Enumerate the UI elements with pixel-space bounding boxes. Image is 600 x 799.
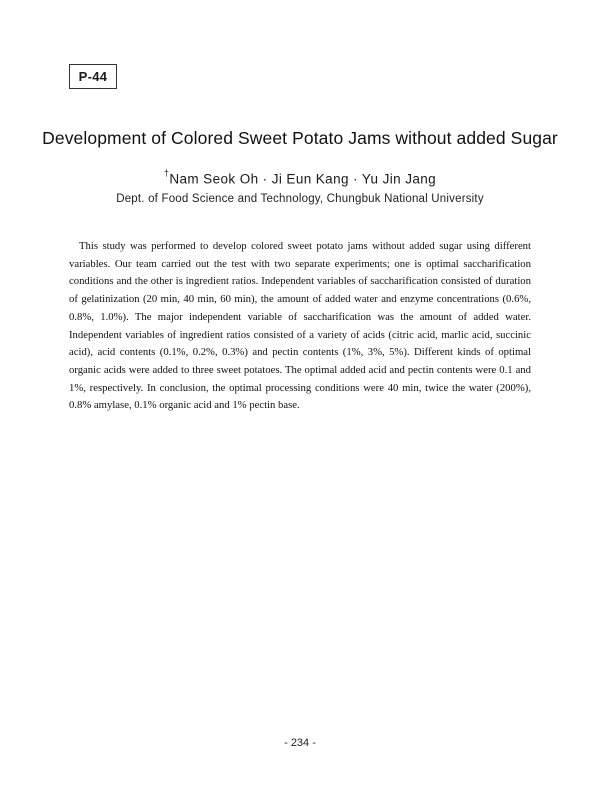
abstract-text: This study was performed to develop colored sweet potato jams without added sugar using different variables. Our team carried out the test with two separate experiments; one is optimal saccharification conditions and the other is ingredient ratios. Independent variables of saccharification consisted of duration of gelatinization (20 min, 40 min, 60 min), the amount of added water and enzyme concentrations (0.6%, 0.8%, 1.0%). The major independent variable of saccharification was the amount of added water. Independent variables of ingredient ratios consisted of a variety of acids (citric acid, marlic acid, succinic acid), acid contents (0.1%, 0.2%, 0.3%) and pectin contents (1%, 3%, 5%). Different kinds of optimal organic acids were added to three sweet potatoes. The optimal added acid and pectin contents were 0.1 and 1%, respectively. In conclusion, the optimal processing conditions were 40 min, twice the water (200%), 0.8% amylase, 0.1% organic acid and 1% pectin base. [69, 240, 531, 412]
corresponding-author-mark: † [163, 168, 170, 178]
paper-title: Development of Colored Sweet Potato Jams without added Sugar [42, 128, 558, 148]
affiliation: Dept. of Food Science and Technology, Chungbuk National University [116, 193, 484, 205]
page-number: - 234 - [284, 737, 316, 749]
poster-id-label: P-44 [69, 64, 117, 89]
author-line [0, 170, 600, 187]
author-names: Nam Seok Oh · Ji Eun Kang · Yu Jin Jang [169, 171, 437, 187]
